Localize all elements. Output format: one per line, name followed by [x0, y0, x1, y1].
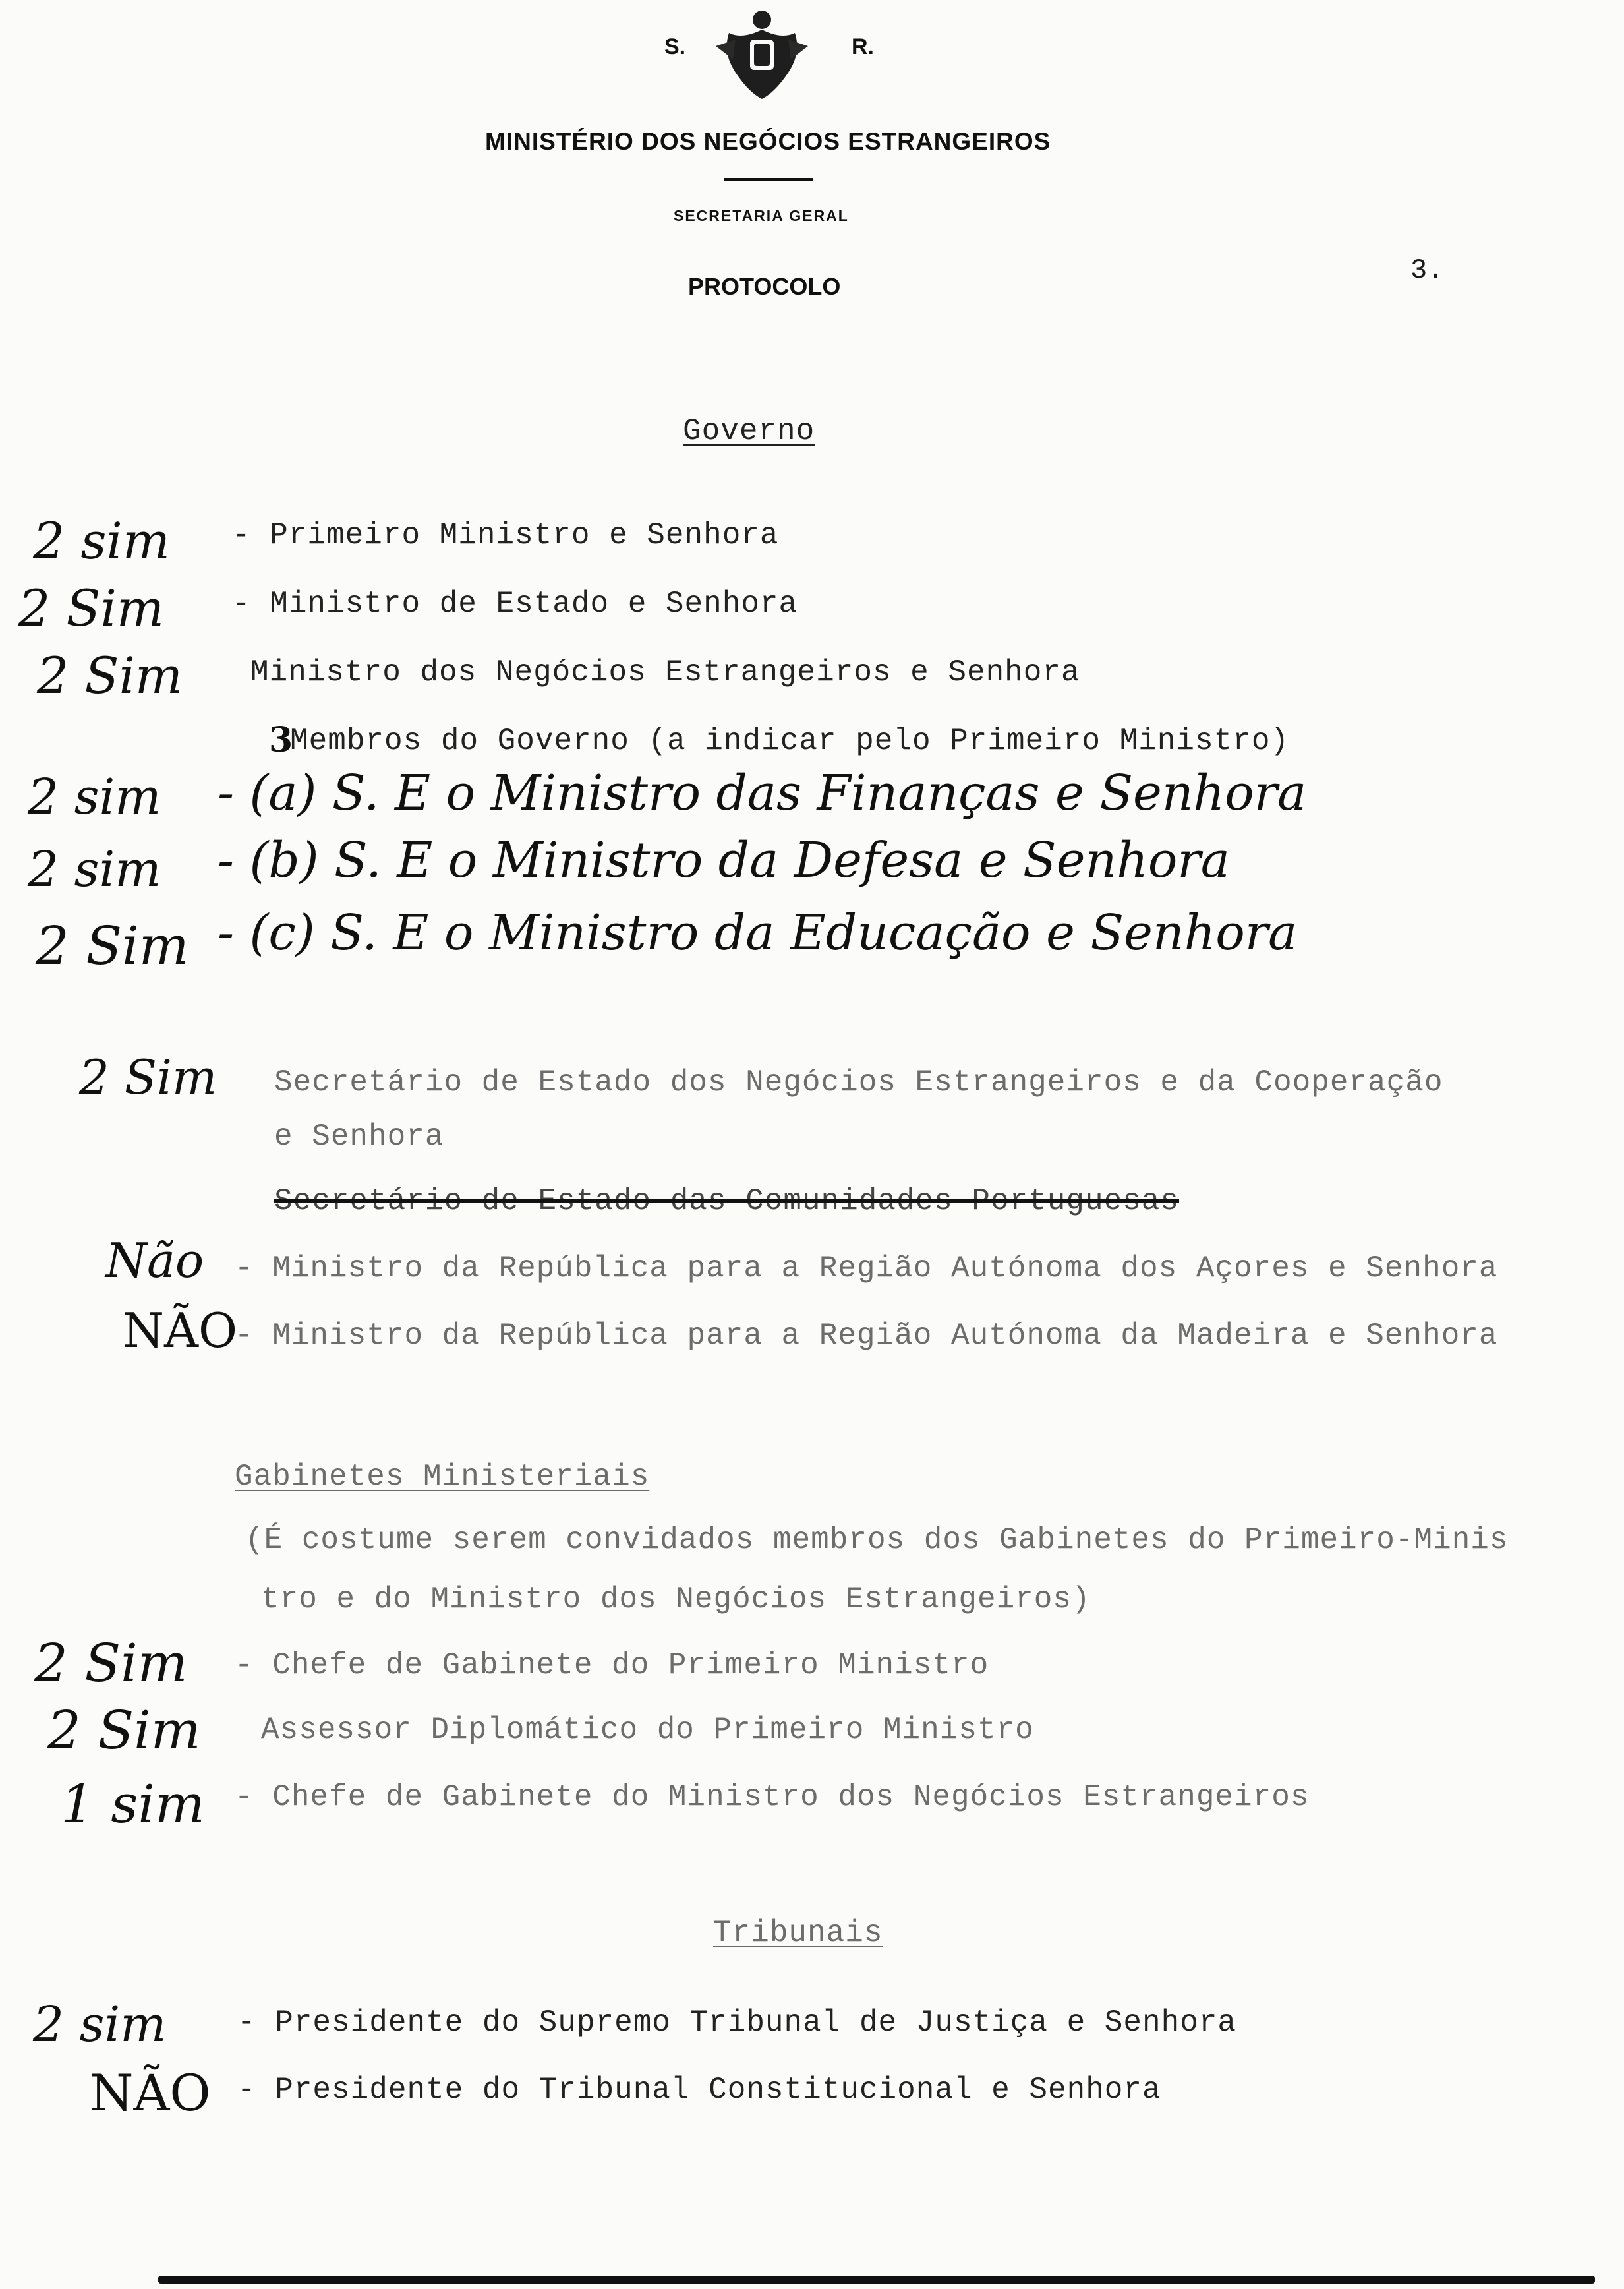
list-item: - Ministro da República para a Região Autónoma dos Açores e Senhora	[235, 1251, 1498, 1286]
handwritten-mark: 2 Sim	[37, 646, 183, 705]
handwritten-mark: 2 Sim	[36, 915, 189, 976]
note-text: (É costume serem convidados membros dos Gabinetes do Primeiro-Minis	[245, 1523, 1509, 1557]
list-item: - Ministro da República para a Região Autónoma da Madeira e Senhora	[235, 1319, 1498, 1353]
handwritten-mark: NÃO	[90, 2064, 211, 2122]
letterhead-initial-right: R.	[852, 34, 874, 59]
handwritten-mark: 2 sim	[33, 1996, 167, 2053]
handwritten-mark: NÃO	[123, 1303, 238, 1358]
coat-of-arms-icon	[709, 0, 815, 105]
handwritten-mark: 2 Sim	[79, 1050, 218, 1105]
handwritten-mark: 2 Sim	[18, 579, 164, 638]
list-item: - Ministro de Estado e Senhora	[232, 587, 798, 621]
letterhead-initial-left: S.	[664, 34, 686, 59]
list-item: Membros do Governo (a indicar pelo Primeiro Ministro)	[290, 724, 1290, 758]
section-name: PROTOCOLO	[688, 273, 841, 300]
header-divider	[724, 178, 813, 181]
handwritten-mark: 2 Sim	[47, 1700, 201, 1761]
handwritten-mark: Não	[105, 1233, 204, 1288]
note-text-continuation: tro e do Ministro dos Negócios Estrangeiros)	[261, 1582, 1091, 1617]
list-item: Ministro dos Negócios Estrangeiros e Senhora	[250, 655, 1080, 690]
page-number: 3.	[1410, 254, 1444, 286]
list-item: - Presidente do Tribunal Constitucional e Senhora	[237, 2073, 1161, 2107]
handwritten-line: - (a) S. E o Ministro das Finanças e Senhora	[218, 765, 1307, 821]
struck-out-item: Secretário de Estado das Comunidades Portuguesas	[274, 1184, 1180, 1218]
handwritten-line: - (b) S. E o Ministro da Defesa e Senhora	[218, 832, 1230, 889]
section-heading-tribunais: Tribunais	[713, 1916, 883, 1950]
section-heading-gabinetes: Gabinetes Ministeriais	[235, 1460, 650, 1494]
handwritten-mark: 2 sim	[28, 841, 161, 898]
handwritten-mark: 2 sim	[28, 769, 161, 825]
handwritten-mark: 2 sim	[33, 512, 170, 570]
list-item: - Chefe de Gabinete do Ministro dos Negócios Estrangeiros	[235, 1780, 1310, 1814]
handwritten-mark: 1 sim	[61, 1773, 205, 1835]
section-heading-governo: Governo	[683, 414, 815, 448]
list-item: Secretário de Estado dos Negócios Estrangeiros e da Cooperação	[274, 1065, 1443, 1100]
handwritten-count: 3	[269, 720, 293, 760]
handwritten-line: - (c) S. E o Ministro da Educação e Senhora	[218, 905, 1298, 961]
list-item: Assessor Diplomático do Primeiro Ministro	[261, 1713, 1034, 1747]
ministry-name: MINISTÉRIO DOS NEGÓCIOS ESTRANGEIROS	[485, 128, 1051, 155]
list-item: - Presidente do Supremo Tribunal de Justiça e Senhora	[237, 2006, 1237, 2040]
department-name: SECRETARIA GERAL	[674, 207, 849, 224]
list-item: - Chefe de Gabinete do Primeiro Ministro	[235, 1648, 989, 1682]
handwritten-mark: 2 Sim	[34, 1632, 188, 1694]
bottom-edge-mark	[158, 2276, 1595, 2284]
list-item: - Primeiro Ministro e Senhora	[232, 518, 779, 552]
list-item-continuation: e Senhora	[274, 1119, 444, 1154]
